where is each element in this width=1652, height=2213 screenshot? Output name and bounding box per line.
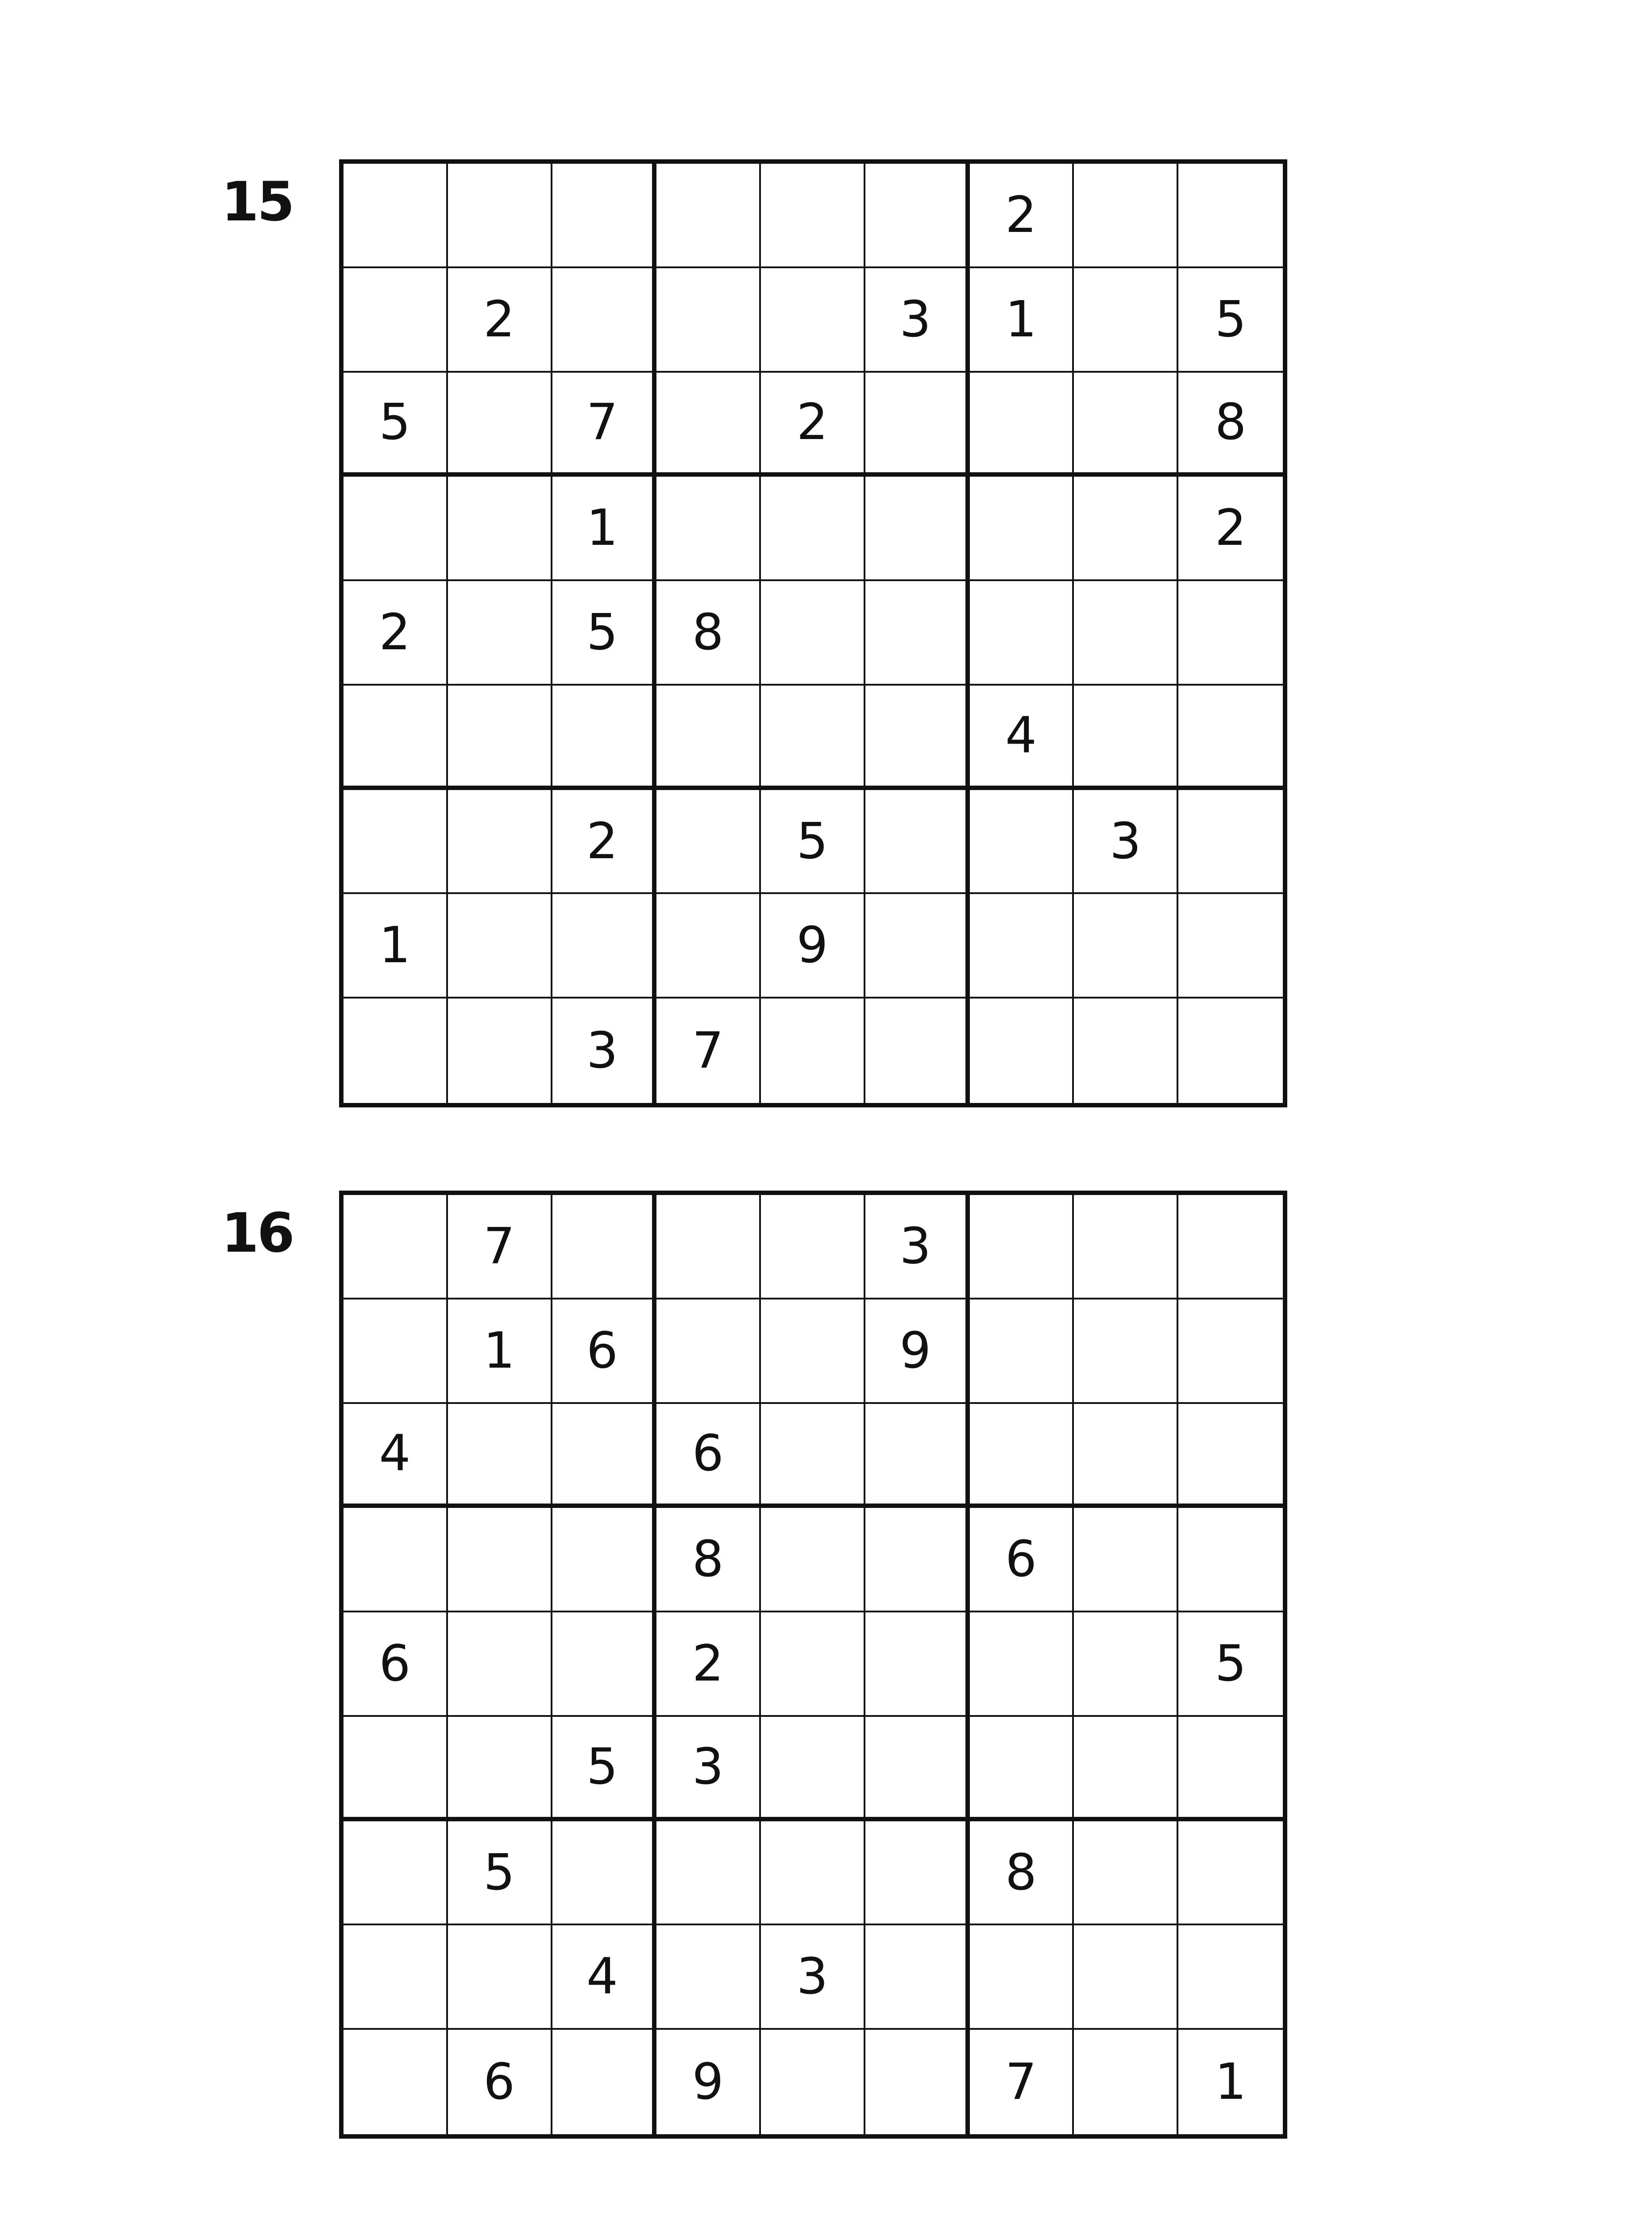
sudoku-cell xyxy=(1074,2030,1178,2134)
sudoku-cell xyxy=(656,373,761,477)
sudoku-cell: 3 xyxy=(865,1195,970,1299)
sudoku-cell: 6 xyxy=(656,1404,761,1508)
sudoku-cell xyxy=(448,1925,552,2030)
sudoku-cell xyxy=(448,164,552,268)
sudoku-cell xyxy=(1178,1508,1283,1612)
sudoku-cell: 4 xyxy=(970,686,1074,790)
sudoku-cell xyxy=(1178,1925,1283,2030)
sudoku-cell xyxy=(1178,164,1283,268)
sudoku-cell: 9 xyxy=(865,1299,970,1404)
sudoku-cell xyxy=(1074,268,1178,373)
sudoku-cell: 2 xyxy=(448,268,552,373)
sudoku-cell xyxy=(552,1404,657,1508)
sudoku-cell xyxy=(970,1404,1074,1508)
sudoku-cell xyxy=(1178,581,1283,686)
sudoku-cell xyxy=(344,1508,448,1612)
sudoku-cell xyxy=(865,1925,970,2030)
sudoku-cell: 2 xyxy=(1178,477,1283,581)
sudoku-cell: 2 xyxy=(656,1612,761,1717)
sudoku-cell xyxy=(865,1404,970,1508)
sudoku-cell xyxy=(1178,1404,1283,1508)
sudoku-cell xyxy=(656,268,761,373)
sudoku-cell xyxy=(761,2030,865,2134)
sudoku-cell xyxy=(448,1717,552,1821)
sudoku-cell xyxy=(865,2030,970,2134)
sudoku-cell: 6 xyxy=(970,1508,1074,1612)
sudoku-grid xyxy=(339,1191,1287,2139)
sudoku-cell xyxy=(1074,1508,1178,1612)
sudoku-cell: 5 xyxy=(344,373,448,477)
sudoku-cell xyxy=(865,686,970,790)
sudoku-cell: 1 xyxy=(970,268,1074,373)
sudoku-cell xyxy=(865,581,970,686)
sudoku-cell xyxy=(656,1299,761,1404)
sudoku-cell: 9 xyxy=(761,894,865,999)
sudoku-cell xyxy=(970,1925,1074,2030)
sudoku-cell xyxy=(552,1508,657,1612)
sudoku-cell: 8 xyxy=(656,581,761,686)
sudoku-cell xyxy=(344,1717,448,1821)
sudoku-cell xyxy=(344,1299,448,1404)
sudoku-cell xyxy=(656,790,761,894)
sudoku-cell: 2 xyxy=(761,373,865,477)
sudoku-cell xyxy=(1074,1717,1178,1821)
sudoku-cell xyxy=(761,164,865,268)
sudoku-cell xyxy=(448,581,552,686)
sudoku-cell: 5 xyxy=(761,790,865,894)
sudoku-cell xyxy=(552,1195,657,1299)
sudoku-cell xyxy=(448,894,552,999)
sudoku-cell xyxy=(344,999,448,1103)
sudoku-cell xyxy=(344,686,448,790)
sudoku-cell: 2 xyxy=(552,790,657,894)
sudoku-cell xyxy=(761,686,865,790)
sudoku-cell xyxy=(344,164,448,268)
sudoku-cell: 5 xyxy=(1178,1612,1283,1717)
sudoku-cell xyxy=(761,581,865,686)
sudoku-cell xyxy=(448,1508,552,1612)
sudoku-cell xyxy=(656,1195,761,1299)
sudoku-cell xyxy=(1074,1299,1178,1404)
sudoku-cell xyxy=(761,1404,865,1508)
sudoku-cell xyxy=(865,164,970,268)
sudoku-cell xyxy=(448,686,552,790)
sudoku-cell xyxy=(448,790,552,894)
sudoku-cell: 2 xyxy=(344,581,448,686)
puzzle-16 xyxy=(0,1191,1652,2147)
sudoku-cell xyxy=(552,268,657,373)
sudoku-cell: 1 xyxy=(448,1299,552,1404)
sudoku-cell xyxy=(970,1612,1074,1717)
sudoku-cell xyxy=(1074,1612,1178,1717)
sudoku-cell xyxy=(761,1612,865,1717)
sudoku-cell xyxy=(761,1508,865,1612)
sudoku-cell xyxy=(865,999,970,1103)
puzzle-number: 16 xyxy=(221,1202,293,1265)
sudoku-cell xyxy=(344,2030,448,2134)
sudoku-cell xyxy=(552,686,657,790)
sudoku-cell xyxy=(761,999,865,1103)
sudoku-cell xyxy=(448,999,552,1103)
sudoku-cell xyxy=(448,477,552,581)
sudoku-cell xyxy=(970,790,1074,894)
sudoku-cell xyxy=(1178,1299,1283,1404)
sudoku-cell: 8 xyxy=(656,1508,761,1612)
sudoku-cell xyxy=(656,477,761,581)
sudoku-cell: 5 xyxy=(1178,268,1283,373)
sudoku-cell xyxy=(865,790,970,894)
sudoku-cell xyxy=(1074,894,1178,999)
sudoku-cell: 4 xyxy=(344,1404,448,1508)
sudoku-cell: 6 xyxy=(344,1612,448,1717)
sudoku-cell xyxy=(761,1717,865,1821)
sudoku-cell: 8 xyxy=(1178,373,1283,477)
sudoku-cell: 5 xyxy=(448,1821,552,1926)
sudoku-cell xyxy=(1178,790,1283,894)
sudoku-cell xyxy=(865,894,970,999)
sudoku-cell xyxy=(761,1821,865,1926)
sudoku-cell xyxy=(1178,999,1283,1103)
puzzle-number: 15 xyxy=(221,170,293,233)
sudoku-cell xyxy=(448,1612,552,1717)
sudoku-cell: 8 xyxy=(970,1821,1074,1926)
sudoku-cell xyxy=(970,894,1074,999)
sudoku-cell xyxy=(865,1717,970,1821)
sudoku-cell: 1 xyxy=(344,894,448,999)
sudoku-cell: 3 xyxy=(761,1925,865,2030)
sudoku-cell xyxy=(552,164,657,268)
sudoku-cell: 6 xyxy=(552,1299,657,1404)
sudoku-grid xyxy=(339,159,1287,1107)
sudoku-cell xyxy=(656,164,761,268)
sudoku-cell xyxy=(656,1821,761,1926)
sudoku-cell: 2 xyxy=(970,164,1074,268)
sudoku-cell xyxy=(1074,1404,1178,1508)
sudoku-cell xyxy=(1074,373,1178,477)
sudoku-cell xyxy=(552,1821,657,1926)
sudoku-cell xyxy=(344,1195,448,1299)
puzzle-15 xyxy=(0,159,1652,1115)
sudoku-cell: 9 xyxy=(656,2030,761,2134)
sudoku-cell xyxy=(656,686,761,790)
sudoku-cell xyxy=(344,477,448,581)
sudoku-cell: 3 xyxy=(1074,790,1178,894)
sudoku-cell xyxy=(656,894,761,999)
sudoku-cell xyxy=(1074,581,1178,686)
sudoku-cell xyxy=(865,1508,970,1612)
sudoku-cell xyxy=(344,1925,448,2030)
sudoku-cell xyxy=(656,1925,761,2030)
sudoku-cell xyxy=(1074,1925,1178,2030)
sudoku-cell xyxy=(1178,686,1283,790)
sudoku-cell: 3 xyxy=(552,999,657,1103)
sudoku-cell xyxy=(1178,1195,1283,1299)
sudoku-cell: 5 xyxy=(552,581,657,686)
sudoku-cell xyxy=(1178,894,1283,999)
sudoku-cell xyxy=(344,268,448,373)
sudoku-cell xyxy=(970,1717,1074,1821)
sudoku-cell xyxy=(1074,999,1178,1103)
sudoku-cell: 1 xyxy=(552,477,657,581)
sudoku-cell xyxy=(344,790,448,894)
sudoku-cell xyxy=(344,1821,448,1926)
sudoku-cell: 4 xyxy=(552,1925,657,2030)
sudoku-cell xyxy=(761,477,865,581)
sudoku-cell xyxy=(448,373,552,477)
sudoku-cell xyxy=(1074,1821,1178,1926)
sudoku-cell xyxy=(970,1299,1074,1404)
sudoku-cell xyxy=(970,373,1074,477)
sudoku-cell xyxy=(865,1821,970,1926)
sudoku-cell xyxy=(1074,686,1178,790)
sudoku-cell xyxy=(552,2030,657,2134)
sudoku-cell xyxy=(970,999,1074,1103)
sudoku-cell xyxy=(970,477,1074,581)
sudoku-cell xyxy=(1178,1821,1283,1926)
sudoku-cell: 7 xyxy=(448,1195,552,1299)
sudoku-cell: 7 xyxy=(552,373,657,477)
sudoku-cell xyxy=(865,477,970,581)
sudoku-cell: 6 xyxy=(448,2030,552,2134)
sudoku-cell xyxy=(761,268,865,373)
sudoku-cell: 3 xyxy=(865,268,970,373)
sudoku-cell xyxy=(1178,1717,1283,1821)
sudoku-cell: 3 xyxy=(656,1717,761,1821)
sudoku-cell xyxy=(552,894,657,999)
sudoku-cell: 7 xyxy=(656,999,761,1103)
sudoku-cell xyxy=(1074,164,1178,268)
sudoku-cell xyxy=(761,1299,865,1404)
sudoku-cell xyxy=(970,1195,1074,1299)
sudoku-cell xyxy=(970,581,1074,686)
sudoku-cell xyxy=(1074,477,1178,581)
sudoku-cell xyxy=(552,1612,657,1717)
sudoku-cell xyxy=(761,1195,865,1299)
sudoku-cell xyxy=(865,1612,970,1717)
sudoku-cell xyxy=(1074,1195,1178,1299)
sudoku-cell: 5 xyxy=(552,1717,657,1821)
sudoku-cell xyxy=(448,1404,552,1508)
sudoku-cell: 7 xyxy=(970,2030,1074,2134)
sudoku-cell xyxy=(865,373,970,477)
sudoku-cell: 1 xyxy=(1215,2053,1247,2111)
